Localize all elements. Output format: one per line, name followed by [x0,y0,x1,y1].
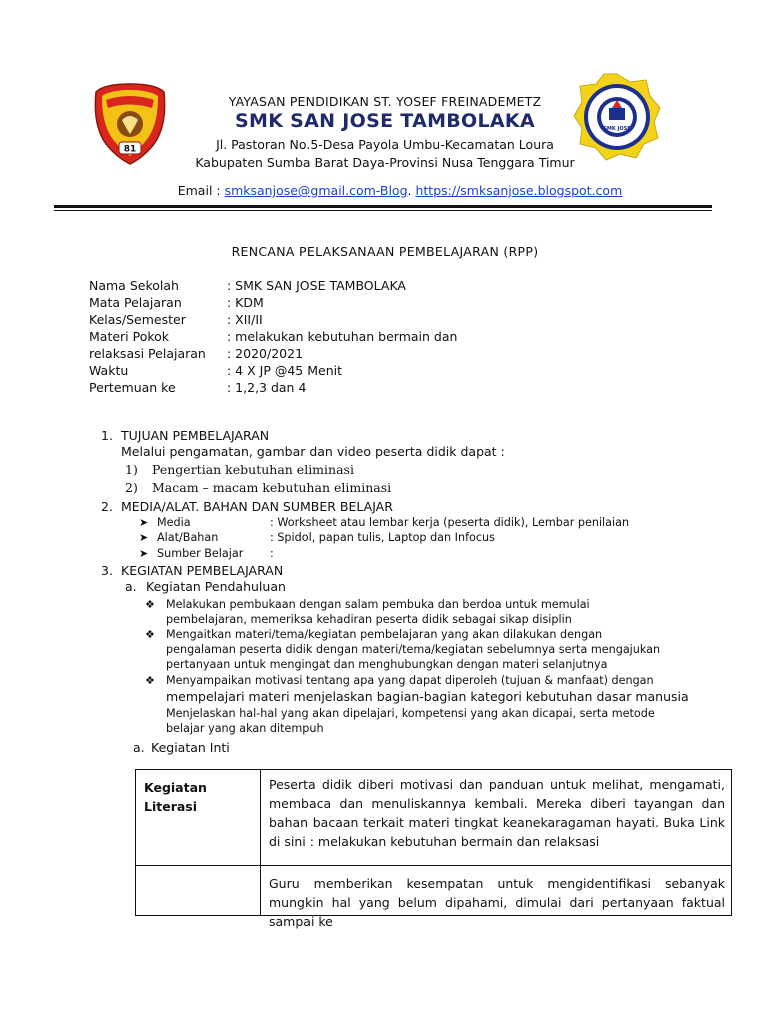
diamond-bullet-icon: ❖ [145,674,155,687]
diamond-bullet-icon: ❖ [145,598,155,611]
identity-key: Pertemuan ke [89,380,176,395]
identity-value: : KDM [227,295,264,310]
header-divider-thick [54,205,712,208]
identity-value: : XII/II [227,312,263,327]
activity-line: pembelajaran, memeriksa kehadiran peserta didik sebagai sikap disiplin [166,613,572,626]
school-name: SMK SAN JOSE TAMBOLAKA [235,110,535,132]
media-value: : Worksheet atau lembar kerja (peserta didik), Lembar penilaian [270,516,630,529]
subsection-title: Kegiatan Pendahuluan [146,579,286,594]
identity-key: Materi Pokok [89,329,170,344]
section-title: MEDIA/ALAT. BAHAN DAN SUMBER BELAJAR [121,499,393,514]
activity-line: Menjelaskan hal-hal yang akan dipelajari, kompetensi yang akan dicapai, serta metode [166,707,655,720]
table-cell-label [135,865,261,916]
question-description: Guru memberikan kesempatan untuk mengidentifikasi sebanyak mungkin hal yang belum dipahami, dimulai dari pertanyaan faktual sampai ke [269,876,725,929]
document-title: RENCANA PELAKSANAAN PEMBELAJARAN (RPP) [231,244,539,259]
identity-value: : 2020/2021 [227,346,304,361]
identity-value: : melakukan kebutuhan bermain dan [227,329,458,344]
subsection-letter: a. [125,579,137,594]
identity-key: Kelas/Semester [89,312,186,327]
media-label: Media [157,516,191,529]
identity-key: Waktu [89,363,129,378]
section-number: 1. [101,428,113,443]
subsection-letter: a. [133,740,145,755]
logo-right-text: SMK JOSE [603,126,631,132]
blog-link[interactable]: https://smksanjose.blogspot.com [415,183,623,198]
subsection-title: Kegiatan Inti [151,740,230,755]
address-line-1: Jl. Pastoran No.5-Desa Payola Umbu-Kecamatan Loura [216,137,554,152]
section-number: 3. [101,563,113,578]
activity-line: pengalaman peserta didik dengan materi/tema/kegiatan sebelumnya serta mengajukan [166,643,661,656]
identity-value: : 4 X JP @45 Menit [227,363,342,378]
source-label: Sumber Belajar [157,547,244,560]
objective-number: 2) [125,480,138,495]
arrow-bullet-icon: ➤ [139,516,149,529]
email-label: Email : [177,183,225,198]
arrow-bullet-icon: ➤ [139,531,149,544]
activity-type-line: Kegiatan [144,780,207,795]
activity-line: belajar yang akan ditempuh [166,722,324,735]
literacy-description: Peserta didik diberi motivasi dan panduan untuk melihat, mengamati, membaca dan menuliskannya kembali. Mereka diberi tayangan dan bahan bacaan terkait materi tingkat keanekaragaman hayati. Buka Link di sini : melakukan kebutuhan bermain dan relaksasi [269,777,725,849]
table-cell-label [135,769,261,866]
identity-value: : SMK SAN JOSE TAMBOLAKA [227,278,406,293]
arrow-bullet-icon: ➤ [139,547,149,560]
logo-left-number: 81 [123,144,137,155]
header-divider-thin [54,210,712,211]
activity-line: Melakukan pembukaan dengan salam pembuka dan berdoa untuk memulai [166,598,590,611]
activity-line: Menyampaikan motivasi tentang apa yang dapat diperoleh (tujuan & manfaat) dengan [166,674,654,687]
school-emblem-left-icon [92,82,168,166]
section-intro: Melalui pengamatan, gambar dan video peserta didik dapat : [121,444,505,459]
contact-separator: . [407,183,416,198]
foundation-name: YAYASAN PENDIDIKAN ST. YOSEF FREINADEMETZ [228,94,542,109]
objective-item: Macam – macam kebutuhan eliminasi [152,480,392,495]
identity-value: : 1,2,3 dan 4 [227,380,307,395]
table-cell-description [260,865,732,929]
address-line-2: Kabupaten Sumba Barat Daya-Provinsi Nusa Tenggara Timur [195,155,575,170]
identity-key: Mata Pelajaran [89,295,182,310]
tools-label: Alat/Bahan [157,531,219,544]
identity-key: relaksasi Pelajaran [89,346,206,361]
activity-table [135,769,732,929]
objective-item: Pengertian kebutuhan eliminasi [152,462,354,477]
activity-line: mempelajari materi menjelaskan bagian-bagian kategori kebutuhan dasar manusia [166,689,689,704]
activity-type-label [144,778,254,816]
contact-line [140,183,660,198]
identity-key: Nama Sekolah [89,278,179,293]
activity-type-line: Literasi [144,799,198,814]
diamond-bullet-icon: ❖ [145,628,155,641]
section-title: KEGIATAN PEMBELAJARAN [121,563,284,578]
section-number: 2. [101,499,113,514]
source-value: : [270,547,274,560]
activity-line: pertanyaan untuk mengingat dan menghubungkan dengan materi selanjutnya [166,658,608,671]
objective-number: 1) [125,462,138,477]
table-cell-description [260,769,732,866]
email-link[interactable]: smksanjose@gmail.com-Blog [224,183,408,198]
activity-line: Mengaitkan materi/tema/kegiatan pembelajaran yang akan dilakukan dengan [166,628,603,641]
tools-value: : Spidol, papan tulis, Laptop dan Infocus [270,531,495,544]
section-title: TUJUAN PEMBELAJARAN [121,428,270,443]
